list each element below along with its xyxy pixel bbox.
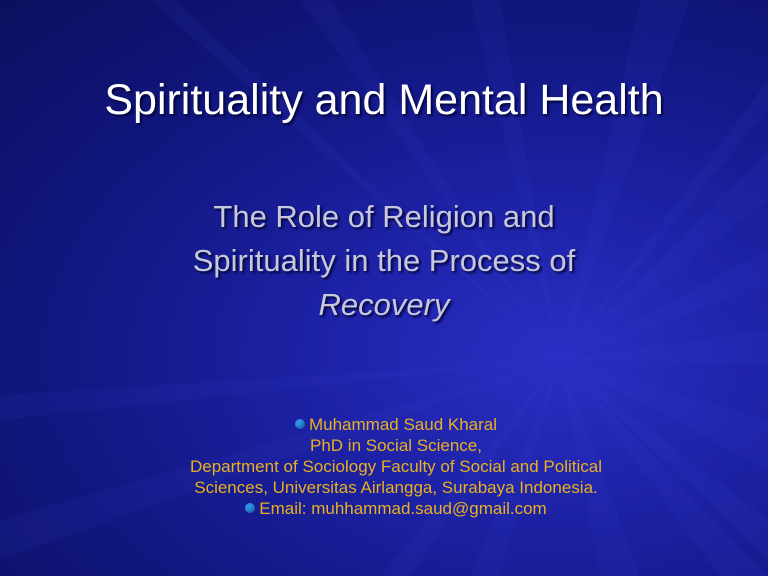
bullet-icon [295,419,305,429]
slide-subtitle [0,195,768,327]
author-email-row [0,498,768,519]
author-email: Email: muhhammad.saud@gmail.com [259,499,547,518]
author-name-row [0,414,768,435]
author-degree: PhD in Social Science, [310,436,482,455]
subtitle-line-3: Recovery [318,287,450,322]
author-block [0,414,768,519]
author-affiliation-line-1: Department of Sociology Faculty of Social and Political [190,457,602,476]
subtitle-line-1: The Role of Religion and [213,199,555,234]
subtitle-line-2: Spirituality in the Process of [192,243,576,278]
bullet-icon [245,503,255,513]
author-affiliation-line-2: Sciences, Universitas Airlangga, Surabaya Indonesia. [194,478,598,497]
author-name: Muhammad Saud Kharal [308,415,498,434]
slide-title: Spirituality and Mental Health [104,76,664,124]
